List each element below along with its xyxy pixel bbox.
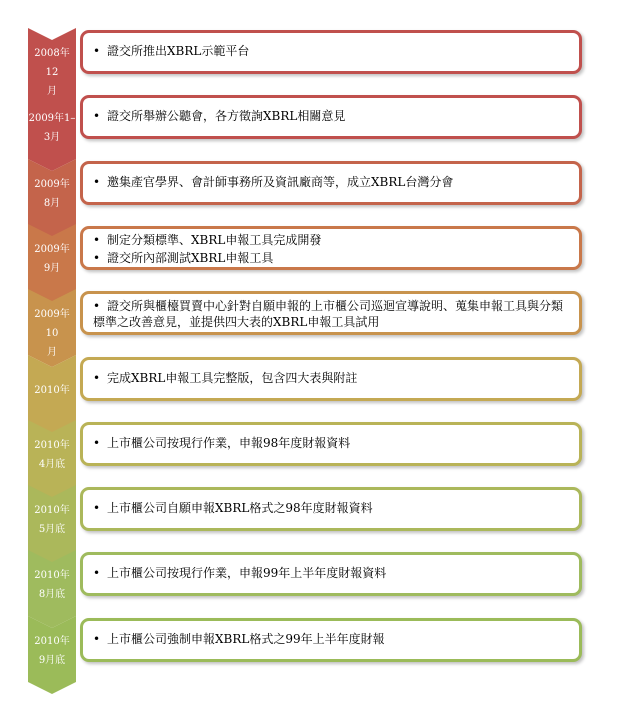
- date-label-line1: 2008年12: [34, 48, 70, 78]
- event-text: 邀集產官學界、會計師事務所及資訊廠商等，成立XBRL台灣分會: [107, 175, 454, 189]
- date-label-line2: 9月: [43, 263, 61, 274]
- event-box: [80, 552, 582, 596]
- date-label-line2: 9月底: [38, 655, 66, 666]
- date-label-line1: 2010年: [34, 440, 70, 451]
- date-label-line1: 2010年: [34, 385, 70, 396]
- bullet: •: [93, 233, 101, 247]
- date-label: [28, 381, 76, 400]
- event-item: [93, 630, 569, 648]
- date-label-line1: 2010年: [34, 505, 70, 516]
- event-box: [80, 95, 582, 139]
- event-text: 上市櫃公司按現行作業，申報98年度財報資料: [107, 436, 351, 450]
- event-item: [93, 249, 569, 267]
- date-label-line2: 5月底: [38, 524, 66, 535]
- date-label-line1: 2010年: [34, 570, 70, 581]
- bullet: •: [93, 109, 101, 123]
- date-label-line1: 2009年: [34, 179, 70, 190]
- date-label-line1: 2009年10: [34, 309, 70, 339]
- date-label: [28, 175, 76, 213]
- date-label-line1: 2009年1–: [28, 113, 76, 124]
- event-box: [80, 422, 582, 466]
- event-text: 證交所舉辦公聽會，各方徵詢XBRL相關意見: [107, 109, 346, 123]
- event-item: [93, 564, 569, 582]
- date-label-line2: 4月底: [38, 459, 66, 470]
- date-label: [28, 436, 76, 474]
- date-label: [28, 109, 76, 147]
- bullet: •: [93, 251, 101, 265]
- bullet: •: [93, 436, 101, 450]
- event-box: [80, 30, 582, 74]
- event-item: [93, 107, 569, 125]
- event-item: [93, 298, 569, 330]
- date-label-line2: 月: [47, 347, 57, 358]
- event-item: [93, 231, 569, 249]
- event-box: [80, 357, 582, 401]
- date-label: [28, 305, 76, 362]
- date-label: [28, 240, 76, 278]
- date-label-line2: 3月: [43, 132, 61, 143]
- event-text: 制定分類標準、XBRL申報工具完成開發: [107, 233, 322, 247]
- event-item: [93, 499, 569, 517]
- date-label-line1: 2010年: [34, 636, 70, 647]
- date-label-line1: 2009年: [34, 244, 70, 255]
- event-text: 證交所內部測試XBRL申報工具: [107, 251, 274, 265]
- date-label-line2: 8月底: [38, 589, 66, 600]
- event-item: [93, 42, 569, 60]
- date-label: [28, 632, 76, 670]
- bullet: •: [93, 632, 101, 646]
- date-label-line2: 月: [47, 86, 57, 97]
- bullet: •: [93, 299, 101, 313]
- date-label-line2: 8月: [43, 198, 61, 209]
- event-text: 上市櫃公司自願申報XBRL格式之98年度財報資料: [107, 501, 373, 515]
- event-box: [80, 161, 582, 205]
- event-box: [80, 618, 582, 662]
- bullet: •: [93, 371, 101, 385]
- event-box: [80, 226, 582, 270]
- event-box: [80, 487, 582, 531]
- event-item: [93, 173, 569, 191]
- date-label: [28, 566, 76, 604]
- event-item: [93, 369, 569, 387]
- bullet: •: [93, 44, 101, 58]
- event-box: [80, 291, 582, 335]
- event-item: [93, 434, 569, 452]
- bullet: •: [93, 175, 101, 189]
- event-text: 上市櫃公司強制申報XBRL格式之99年上半年度財報: [107, 632, 385, 646]
- event-text: 完成XBRL申報工具完整版，包含四大表與附註: [107, 371, 358, 385]
- event-text: 上市櫃公司按現行作業，申報99年上半年度財報資料: [107, 566, 387, 580]
- event-text: 證交所推出XBRL示範平台: [107, 44, 250, 58]
- date-label: [28, 501, 76, 539]
- bullet: •: [93, 501, 101, 515]
- bullet: •: [93, 566, 101, 580]
- event-text: 證交所與櫃檯買賣中心針對自願申報的上市櫃公司巡迴宣導說明、蒐集申報工具與分類標準之改善意見，並提供四大表的XBRL申報工具試用: [93, 299, 564, 329]
